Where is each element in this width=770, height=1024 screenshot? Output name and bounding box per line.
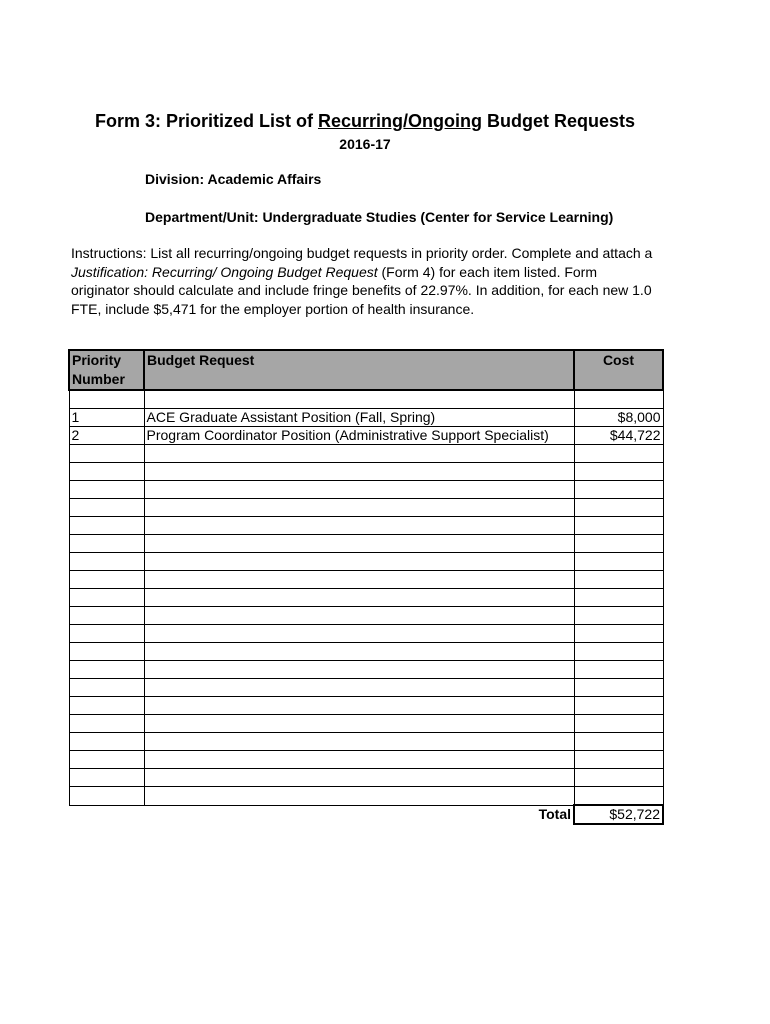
- cost-cell[interactable]: [574, 571, 663, 589]
- table-row-empty: [69, 517, 663, 535]
- priority-cell[interactable]: [69, 517, 144, 535]
- cost-cell[interactable]: [574, 517, 663, 535]
- table-row-empty: [69, 787, 663, 806]
- request-cell[interactable]: [144, 715, 574, 733]
- cost-cell[interactable]: [574, 751, 663, 769]
- table-row-empty: [69, 607, 663, 625]
- cost-cell[interactable]: [574, 445, 663, 463]
- budget-request-header: Budget Request: [144, 350, 574, 390]
- budget-request-table: [68, 349, 664, 825]
- instructions-line-2: [71, 263, 671, 282]
- cost-cell[interactable]: [574, 697, 663, 715]
- table-row-empty: [69, 481, 663, 499]
- instructions-line-1: Instructions: List all recurring/ongoing budget requests in priority order. Complete and attach a: [71, 245, 653, 261]
- table-header-row: [69, 350, 663, 390]
- request-cell[interactable]: [144, 625, 574, 643]
- cost-cell[interactable]: $44,722: [574, 427, 663, 445]
- priority-cell[interactable]: [69, 390, 144, 409]
- form-title-suffix: Budget Requests: [481, 111, 636, 131]
- priority-cell[interactable]: [69, 733, 144, 751]
- table-row-empty: [69, 751, 663, 769]
- cost-cell[interactable]: [574, 715, 663, 733]
- cost-cell[interactable]: [574, 661, 663, 679]
- cost-cell[interactable]: [574, 769, 663, 787]
- table-row-empty: [69, 769, 663, 787]
- form-title-underlined: Recurring/Ongoing: [317, 111, 482, 131]
- priority-cell[interactable]: 1: [69, 409, 144, 427]
- total-row: [69, 805, 663, 824]
- request-cell[interactable]: [144, 499, 574, 517]
- cost-cell[interactable]: $8,000: [574, 409, 663, 427]
- request-cell[interactable]: [144, 553, 574, 571]
- request-cell[interactable]: [144, 769, 574, 787]
- cost-cell[interactable]: [574, 733, 663, 751]
- priority-cell[interactable]: [69, 499, 144, 517]
- priority-cell[interactable]: [69, 463, 144, 481]
- table-row-empty: [69, 535, 663, 553]
- cost-cell[interactable]: [574, 390, 663, 409]
- request-cell[interactable]: [144, 535, 574, 553]
- table-row-empty: [69, 571, 663, 589]
- table-row-empty: [69, 697, 663, 715]
- request-cell[interactable]: [144, 697, 574, 715]
- table-row-empty: [69, 661, 663, 679]
- cost-cell[interactable]: [574, 787, 663, 806]
- cost-cell[interactable]: [574, 463, 663, 481]
- priority-cell[interactable]: [69, 445, 144, 463]
- priority-cell[interactable]: [69, 679, 144, 697]
- form-title: [0, 110, 730, 132]
- table-row-empty: [69, 589, 663, 607]
- table-row-blank: [69, 390, 663, 409]
- priority-cell[interactable]: [69, 589, 144, 607]
- table-row: [69, 409, 663, 427]
- cost-cell[interactable]: [574, 589, 663, 607]
- table-row-empty: [69, 733, 663, 751]
- priority-cell[interactable]: [69, 715, 144, 733]
- priority-cell[interactable]: [69, 571, 144, 589]
- priority-cell[interactable]: [69, 769, 144, 787]
- priority-cell[interactable]: [69, 481, 144, 499]
- cost-cell[interactable]: [574, 625, 663, 643]
- cost-cell[interactable]: [574, 553, 663, 571]
- request-cell[interactable]: [144, 463, 574, 481]
- request-cell[interactable]: [144, 679, 574, 697]
- table-row-empty: [69, 625, 663, 643]
- table-row-empty: [69, 715, 663, 733]
- table-row-empty: [69, 445, 663, 463]
- request-cell[interactable]: [144, 733, 574, 751]
- table-row-empty: [69, 463, 663, 481]
- table-row-empty: [69, 643, 663, 661]
- cost-cell[interactable]: [574, 607, 663, 625]
- priority-cell[interactable]: [69, 787, 144, 806]
- cost-cell[interactable]: [574, 643, 663, 661]
- priority-cell[interactable]: [69, 751, 144, 769]
- department-label: Department/Unit: Undergraduate Studies (Center for Service Learning): [145, 209, 614, 225]
- priority-cell[interactable]: [69, 625, 144, 643]
- instructions-line-3: originator should calculate and include fringe benefits of 22.97%. In addition, for each new 1.0: [71, 282, 652, 298]
- request-cell[interactable]: [144, 445, 574, 463]
- cost-cell[interactable]: [574, 535, 663, 553]
- request-cell[interactable]: [144, 661, 574, 679]
- cost-cell[interactable]: [574, 679, 663, 697]
- request-cell[interactable]: [144, 589, 574, 607]
- total-value: $52,722: [574, 805, 663, 824]
- request-cell[interactable]: [144, 607, 574, 625]
- request-cell[interactable]: [144, 643, 574, 661]
- request-cell[interactable]: [144, 517, 574, 535]
- form-title-prefix: Form 3: Prioritized List of: [94, 111, 318, 131]
- priority-cell[interactable]: [69, 643, 144, 661]
- priority-cell[interactable]: [69, 535, 144, 553]
- total-spacer: [69, 805, 144, 824]
- request-cell[interactable]: ACE Graduate Assistant Position (Fall, Spring): [144, 409, 574, 427]
- priority-number-header: Priority Number: [69, 350, 144, 390]
- priority-cell[interactable]: [69, 661, 144, 679]
- request-cell[interactable]: [144, 571, 574, 589]
- priority-cell[interactable]: [69, 697, 144, 715]
- request-cell[interactable]: [144, 481, 574, 499]
- priority-cell[interactable]: [69, 553, 144, 571]
- cost-cell[interactable]: [574, 481, 663, 499]
- table-row-empty: [69, 499, 663, 517]
- form4-reference: Justification: Recurring/ Ongoing Budget Request: [71, 263, 378, 280]
- table-row-empty: [69, 553, 663, 571]
- priority-cell[interactable]: 2: [69, 427, 144, 445]
- request-cell[interactable]: Program Coordinator Position (Administrative Support Specialist): [144, 427, 574, 445]
- cost-header: Cost: [574, 350, 663, 390]
- request-cell[interactable]: [144, 390, 574, 409]
- cost-cell[interactable]: [574, 499, 663, 517]
- request-cell[interactable]: [144, 751, 574, 769]
- table-row-empty: [69, 679, 663, 697]
- instructions-line-2-rest: (Form 4) for each item listed. Form: [377, 263, 598, 280]
- table-row: [69, 427, 663, 445]
- request-cell[interactable]: [144, 787, 574, 806]
- priority-cell[interactable]: [69, 607, 144, 625]
- division-label: Division: Academic Affairs: [145, 171, 322, 187]
- instructions: [71, 244, 671, 318]
- fiscal-year: 2016-17: [339, 136, 391, 152]
- total-label: Total: [144, 805, 574, 824]
- instructions-line-4: FTE, include $5,471 for the employer portion of health insurance.: [71, 300, 475, 317]
